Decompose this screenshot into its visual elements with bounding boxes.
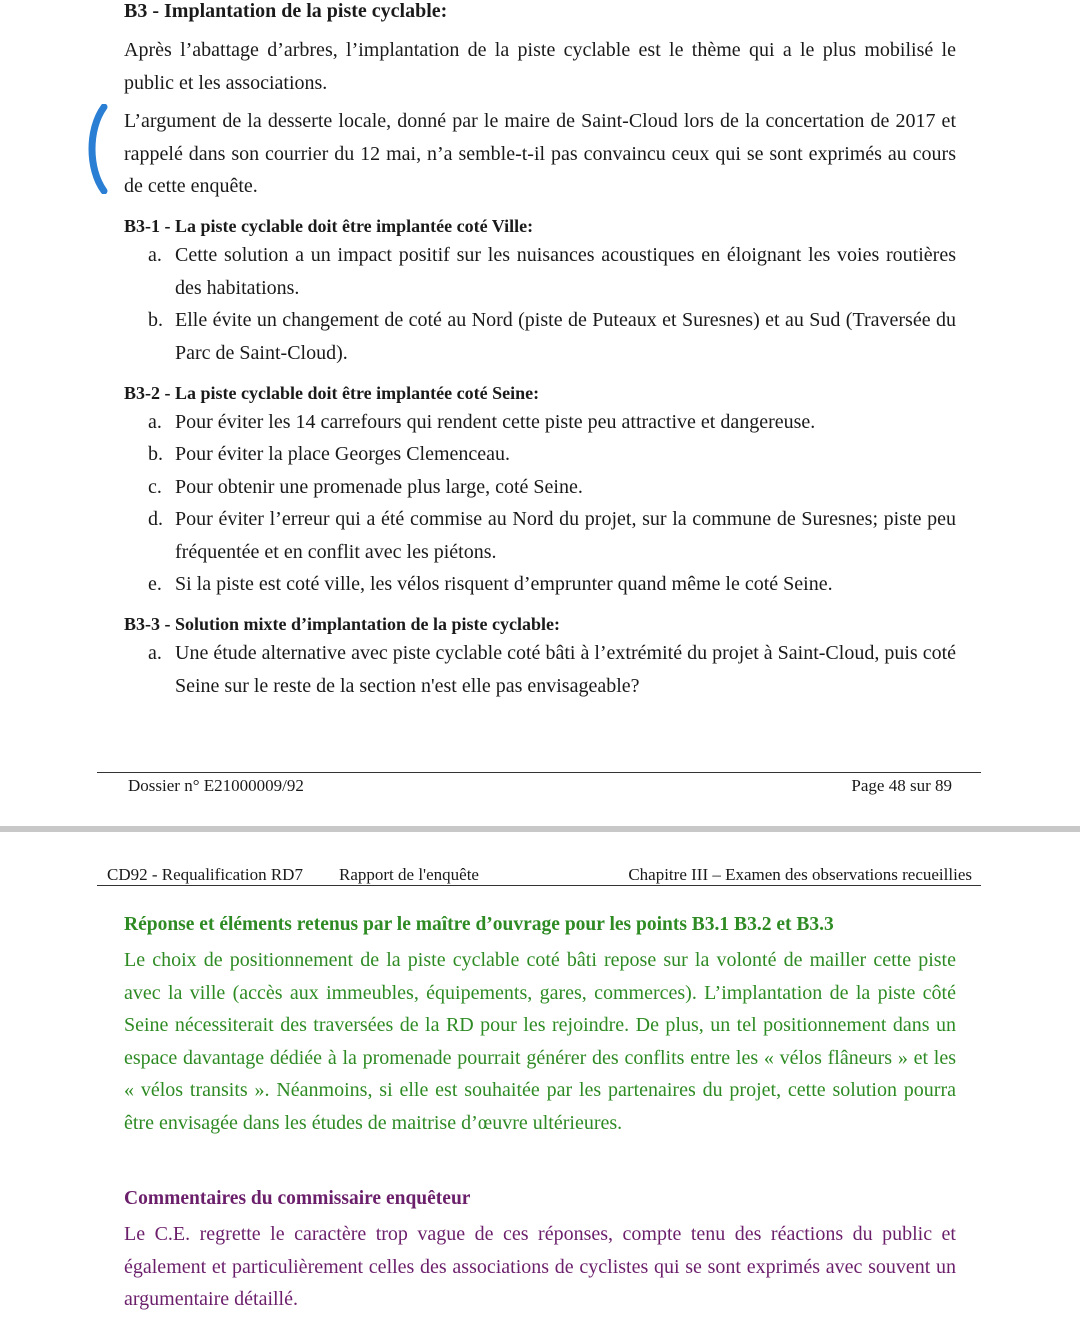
list-item	[148, 471, 956, 504]
subsection-b3-1-title: B3-1 - La piste cyclable doit être implantée coté Ville:	[124, 216, 534, 236]
list-item	[148, 568, 956, 601]
bracket-annotation	[84, 104, 110, 194]
list-item	[148, 406, 956, 439]
footer-divider	[97, 772, 981, 773]
list-item-label: a.	[148, 642, 162, 664]
list-item-label: a.	[148, 411, 162, 433]
list-item-text: Si la piste est coté ville, les vélos risquent d’emprunter quand même le coté Seine.	[175, 573, 833, 595]
page-number: Page 48 sur 89	[851, 776, 952, 795]
list-item	[148, 438, 956, 471]
list-item	[148, 637, 956, 702]
list-item-text: Pour éviter les 14 carrefours qui rendent cette piste peu attractive et dangereuse.	[175, 411, 816, 433]
list-item-label: c.	[148, 476, 162, 498]
list-item-label: d.	[148, 508, 163, 530]
subsection-b3-2-title: B3-2 - La piste cyclable doit être implantée coté Seine:	[124, 383, 540, 403]
list-item-label: a.	[148, 244, 162, 266]
list-item-text: Pour éviter l’erreur qui a été commise au Nord du projet, sur la commune de Suresnes; piste peu fréquentée et en conflit avec les piétons.	[175, 508, 956, 563]
list-item	[148, 239, 956, 304]
list-item-text: Elle évite un changement de coté au Nord (piste de Puteaux et Suresnes) et au Sud (Traversée du Parc de Saint-Cloud).	[175, 309, 956, 364]
dossier-number: Dossier n° E21000009/92	[128, 776, 304, 795]
list-item-text: Pour obtenir une promenade plus large, coté Seine.	[175, 476, 583, 498]
list-item	[148, 503, 956, 568]
header-chapter: Chapitre III – Examen des observations recueillies	[628, 865, 972, 884]
section-title: B3 - Implantation de la piste cyclable:	[124, 0, 448, 22]
list-item-label: b.	[148, 443, 163, 465]
intro-paragraph-1: Après l’abattage d’arbres, l’implantation de la piste cyclable est le thème qui a le plus mobilisé le public et les associations.	[124, 39, 956, 94]
header-divider	[97, 885, 981, 886]
commissioner-comment-text: Le C.E. regrette le caractère trop vague de ces réponses, compte tenu des réactions du public et également et particulièrement celles des associations de cyclistes qui se sont exprimés avec souvent un argumentaire détaillé.	[124, 1223, 956, 1310]
page-separator	[0, 826, 1080, 832]
header-project: CD92 - Requalification RD7	[107, 865, 303, 884]
intro-paragraph-2: L’argument de la desserte locale, donné par le maire de Saint-Cloud lors de la concertation de 2017 et rappelé dans son courrier du 12 mai, n’a semble-t-il pas convaincu ceux qui se sont exprimés au cours de cette enquête.	[124, 110, 956, 197]
subsection-b3-3-title: B3-3 - Solution mixte d’implantation de la piste cyclable:	[124, 614, 560, 634]
list-item-text: Une étude alternative avec piste cyclable coté bâti à l’extrémité du projet à Saint-Cloud, puis coté Seine sur le reste de la section n'est elle pas envisageable?	[175, 642, 956, 697]
list-item-text: Pour éviter la place Georges Clemenceau.	[175, 443, 511, 465]
response-title: Réponse et éléments retenus par le maître d’ouvrage pour les points B3.1 B3.2 et B3.3	[124, 914, 834, 935]
response-text: Le choix de positionnement de la piste cyclable coté bâti repose sur la volonté de mailler cette piste avec la ville (accès aux immeubles, équipements, gares, commerces). L’implantation de la piste côté Seine nécessiterait des traversées de la RD pour les rejoindre. De plus, un tel positionnement dans un espace davantage dédiée à la promenade pourrait générer des conflits entre les « vélos flâneurs » et les « vélos transits ». Néanmoins, si elle est souhaitée par les partenaires du projet, cette solution pourra être envisagée dans les études de maitrise d’œuvre ultérieures.	[124, 949, 956, 1134]
list-item	[148, 304, 956, 369]
header-report: Rapport de l'enquête	[339, 865, 479, 884]
commissioner-comment-title: Commentaires du commissaire enquêteur	[124, 1188, 471, 1209]
list-item-label: e.	[148, 573, 162, 595]
list-item-text: Cette solution a un impact positif sur les nuisances acoustiques en éloignant les voies routières des habitations.	[175, 244, 956, 299]
list-item-label: b.	[148, 309, 163, 331]
